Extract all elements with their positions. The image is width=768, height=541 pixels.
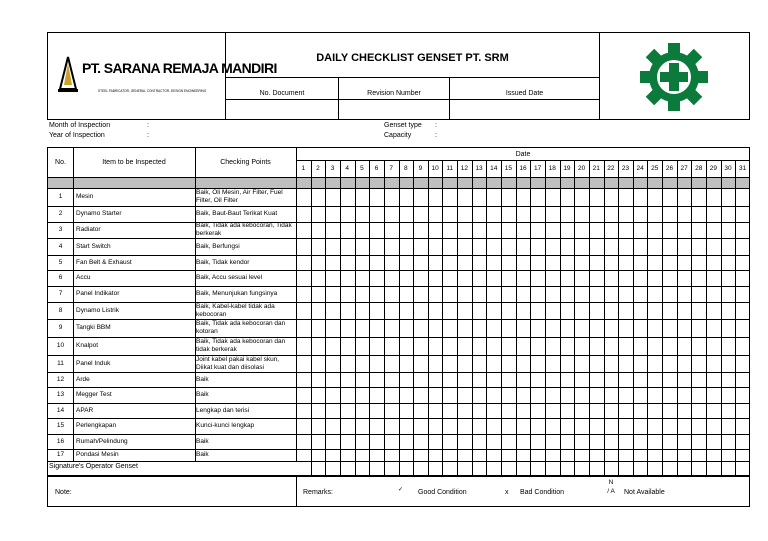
day-number: 5: [360, 165, 364, 172]
checking-point: Baik, Accu sesuai level: [196, 274, 263, 281]
inspection-item: Rumah/Pelindung: [76, 437, 128, 445]
capacity-colon: :: [435, 132, 437, 139]
checking-point: Baik, Baut-Baut Terikat Kuat: [196, 210, 278, 217]
green-cross-gear-icon: [640, 43, 708, 111]
row-number: 9: [58, 324, 63, 331]
genset-type-colon: :: [435, 122, 437, 129]
row-divider: [47, 461, 750, 462]
row-number: 2: [58, 210, 63, 217]
row-number: 6: [58, 274, 63, 281]
checking-point: Baik: [196, 451, 209, 458]
day-number: 24: [636, 165, 644, 172]
inspection-item: Start Switch: [76, 242, 111, 250]
day-number: 30: [724, 165, 732, 172]
company-logo-icon: [58, 55, 78, 95]
row-number: 13: [56, 391, 65, 398]
day-column-divider: [706, 160, 707, 476]
day-column-divider: [486, 160, 487, 476]
day-column-divider: [633, 160, 634, 476]
inspection-item: Megger Test: [76, 391, 112, 398]
day-column-divider: [472, 160, 473, 476]
day-column-divider: [545, 160, 546, 476]
checking-point: Baik, Tidak ada kebocoran, Tidak berkerak: [196, 222, 292, 237]
day-number: 22: [607, 165, 615, 172]
day-column-divider: [325, 160, 326, 476]
band-top-border: [47, 177, 750, 178]
row-number: 15: [56, 422, 65, 429]
inspection-item: APAR: [76, 406, 94, 414]
not-available-symbol: N / A: [607, 479, 615, 495]
day-column-divider: [516, 160, 517, 476]
row-number: 7: [58, 290, 63, 297]
day-number: 1: [301, 165, 306, 172]
day-column-divider: [442, 160, 443, 476]
checking-point: Baik, Menunjukan fungsinya: [196, 290, 278, 297]
inspection-item: Panel Induk: [76, 359, 111, 367]
col-header-date: Date: [515, 150, 531, 158]
inspection-item: Pondasi Mesin: [76, 451, 119, 458]
year-of-inspection-label: Year of Inspection: [49, 132, 105, 139]
day-number: 26: [665, 165, 674, 172]
day-number: 11: [446, 165, 454, 172]
day-number: 28: [695, 165, 703, 172]
remarks-label: Remarks:: [303, 489, 333, 496]
checking-point: Kunci-kunci lengkap: [196, 422, 255, 429]
revision-number-field[interactable]: [339, 100, 450, 120]
day-column-divider: [369, 160, 370, 476]
day-number: 4: [345, 165, 350, 172]
row-number: 10: [56, 342, 65, 349]
company-subtitle: STEEL FABRICATOR, GENERAL CONTRACTOR, DESIGN ENGINEERING: [98, 89, 207, 93]
day-column-divider: [604, 160, 605, 476]
checking-point: Baik, Berfungsi: [196, 242, 240, 250]
row-number: 11: [57, 359, 64, 367]
inspection-item: Radiator: [76, 226, 101, 233]
issued-date-field[interactable]: [450, 100, 599, 120]
day-number: 23: [621, 165, 630, 172]
day-column-divider: [647, 160, 648, 476]
column-divider: [296, 147, 297, 461]
day-number: 3: [330, 165, 335, 172]
row-number: 4: [58, 242, 63, 250]
checking-point: Baik, Tidak ada kebocoran dan kotoran: [196, 320, 286, 335]
month-of-inspection-label: Month of Inspection: [49, 122, 111, 129]
day-number: 7: [389, 165, 393, 172]
day-number: 10: [431, 165, 439, 172]
day-column-divider: [428, 160, 429, 476]
capacity-label: Capacity: [384, 132, 412, 139]
day-column-divider: [618, 160, 619, 476]
inspection-item: Tangki BBM: [76, 324, 111, 331]
inspection-item: Dynamo Starter: [76, 210, 122, 217]
genset-type-label: Genset type: [384, 122, 422, 129]
row-number: 8: [58, 306, 63, 314]
day-column-divider: [691, 160, 692, 476]
inspection-item: Panel Indikator: [76, 290, 120, 297]
day-column-divider: [457, 160, 458, 476]
day-number: 20: [577, 165, 586, 172]
checking-point: Baik: [196, 391, 209, 398]
inspection-item: Dynamo Listrik: [76, 306, 119, 314]
day-number: 31: [739, 165, 747, 172]
day-column-divider: [311, 160, 312, 476]
footer-divider: [296, 476, 297, 507]
day-column-divider: [589, 160, 590, 476]
day-number: 29: [709, 165, 717, 172]
checking-point: Baik, Tidak ada kebocoran dan tidak berkerak: [196, 338, 286, 353]
inspection-item: Arde: [76, 375, 90, 383]
row-number: 3: [58, 226, 63, 233]
row-number: 17: [56, 451, 65, 458]
day-column-divider: [721, 160, 722, 476]
day-column-divider: [677, 160, 678, 476]
company-name: PT. SARANA REMAJA MANDIRI: [82, 60, 277, 76]
col-header-checking-points: Checking Points: [220, 159, 271, 166]
col-header-no: No.: [55, 159, 66, 166]
not-available-label: Not Available: [624, 489, 665, 496]
day-column-divider: [355, 160, 356, 476]
row-number: 1: [58, 193, 63, 200]
day-number: 14: [490, 165, 498, 172]
row-number: 12: [56, 375, 65, 383]
day-number: 19: [563, 165, 571, 172]
month-colon: :: [147, 122, 149, 129]
day-number: 8: [404, 165, 408, 172]
revision-number-label: Revision Number: [339, 78, 450, 100]
day-number: 13: [475, 165, 483, 172]
day-column-divider: [340, 160, 341, 476]
row-number: 14: [56, 406, 65, 414]
inspection-item: Accu: [76, 274, 91, 281]
checking-point: Lengkap dan terisi: [196, 406, 250, 414]
column-divider: [73, 147, 74, 461]
day-number: 2: [316, 165, 320, 172]
day-column-divider: [530, 160, 531, 476]
inspection-item: Knalpot: [76, 342, 99, 349]
day-column-divider: [384, 160, 385, 476]
day-number: 16: [519, 165, 527, 172]
day-number: 27: [680, 165, 688, 172]
inspection-item: Perlengkapan: [76, 422, 117, 429]
day-column-divider: [413, 160, 414, 476]
year-colon: :: [147, 132, 149, 139]
inspection-item: Mesin: [76, 193, 94, 200]
day-number: 18: [548, 165, 556, 172]
day-column-divider: [574, 160, 575, 476]
day-number: 17: [534, 165, 542, 172]
day-column-divider: [735, 160, 736, 476]
signature-label: Signature's Operator Genset: [49, 463, 138, 470]
row-number: 5: [58, 258, 63, 266]
note-label: Note:: [55, 489, 72, 496]
no-document-label: No. Document: [226, 78, 339, 100]
inspection-item: Fan Belt & Exhaust: [76, 258, 132, 266]
checking-point: Baik: [196, 375, 209, 383]
good-condition-label: Good Condition: [418, 489, 467, 496]
issued-date-label: Issued Date: [450, 78, 599, 100]
day-number: 15: [504, 165, 512, 172]
row-number: 16: [56, 437, 65, 445]
day-number: 9: [418, 165, 423, 172]
checking-point: Baik, Tidak kendor: [196, 258, 250, 266]
day-number: 25: [651, 165, 659, 172]
checking-point: Baik, Oli Mesin, Air Filter, Fuel Filter, Oil Filter: [196, 189, 283, 204]
document-title: DAILY CHECKLIST GENSET PT. SRM: [226, 32, 599, 78]
checking-point: Baik: [196, 437, 209, 445]
bad-condition-label: Bad Condition: [520, 489, 564, 496]
day-number: 6: [374, 165, 379, 172]
checking-point: Baik, Kabel-kabel tidak ada kebocoran: [196, 302, 275, 318]
bad-condition-symbol: x: [505, 489, 509, 496]
day-column-divider: [399, 160, 400, 476]
day-column-divider: [662, 160, 663, 476]
col-header-item: Item to be Inspected: [102, 159, 166, 166]
no-document-field[interactable]: [226, 100, 339, 120]
day-number: 12: [460, 165, 469, 172]
good-condition-symbol: ✓: [398, 487, 404, 493]
day-number: 21: [592, 165, 600, 172]
day-column-divider: [501, 160, 502, 476]
day-column-divider: [560, 160, 561, 476]
checking-point: Joint kabel pakai kabel skun, Diikat kuat dan diisolasi: [196, 355, 280, 371]
